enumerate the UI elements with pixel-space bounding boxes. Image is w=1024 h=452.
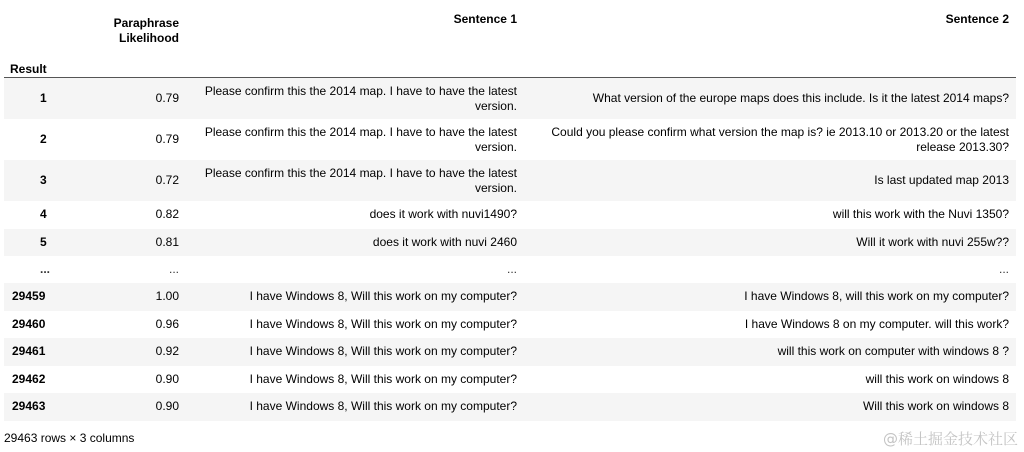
table-row xyxy=(4,229,1016,257)
table-row-ellipsis xyxy=(4,256,1016,283)
cell-likelihood: 0.90 xyxy=(155,399,179,414)
header-row-index-name xyxy=(4,62,1016,78)
table-body xyxy=(4,78,1016,421)
header-likelihood-line2: Likelihood xyxy=(119,31,179,45)
row-index: 29461 xyxy=(12,344,46,359)
row-index: 29462 xyxy=(12,371,46,386)
cell-sentence2: will this work on computer with windows 8 ? xyxy=(777,344,1009,359)
header-index-blank xyxy=(4,0,48,62)
index-name-label: Result xyxy=(10,62,47,76)
table-row xyxy=(4,283,1016,311)
cell-likelihood: 0.92 xyxy=(155,344,179,359)
cell-sentence2: ... xyxy=(998,262,1009,276)
table-row xyxy=(4,119,1016,160)
header-blank xyxy=(186,62,524,78)
dataframe-table xyxy=(4,0,1016,421)
cell-sentence2: Could you please confirm what version the map is? ie 2013.10 or 2013.20 or the latest release 2013.30? xyxy=(551,124,1009,154)
row-index: 29459 xyxy=(12,289,46,304)
table-row xyxy=(4,338,1016,366)
dataframe-output xyxy=(4,0,1016,421)
cell-likelihood: 1.00 xyxy=(155,289,179,304)
table-row xyxy=(4,160,1016,201)
cell-likelihood: 0.96 xyxy=(155,316,179,331)
cell-sentence1: Please confirm this the 2014 map. I have to have the latest version. xyxy=(204,124,517,154)
cell-sentence1: I have Windows 8, Will this work on my computer? xyxy=(249,371,517,386)
cell-likelihood: 0.82 xyxy=(155,207,179,222)
header-sentence1: Sentence 1 xyxy=(453,12,517,26)
cell-likelihood: 0.81 xyxy=(155,234,179,249)
cell-sentence1: does it work with nuvi 2460 xyxy=(372,234,517,249)
cell-sentence2: I have Windows 8 on my computer. will this work? xyxy=(744,316,1009,331)
cell-sentence2: I have Windows 8, will this work on my computer? xyxy=(744,289,1009,304)
row-index: 3 xyxy=(40,173,47,187)
row-index: 4 xyxy=(40,207,47,222)
header-likelihood xyxy=(48,0,186,62)
cell-sentence2: will this work with the Nuvi 1350? xyxy=(832,207,1009,222)
row-index: 1 xyxy=(40,91,47,105)
cell-sentence1: I have Windows 8, Will this work on my computer? xyxy=(249,289,517,304)
table-row xyxy=(4,201,1016,229)
table-row xyxy=(4,78,1016,120)
cell-sentence2: Will this work on windows 8 xyxy=(862,399,1009,414)
cell-sentence2: will this work on windows 8 xyxy=(865,371,1009,386)
cell-likelihood: 0.72 xyxy=(155,173,179,187)
cell-sentence1: I have Windows 8, Will this work on my computer? xyxy=(249,344,517,359)
cell-sentence1: ... xyxy=(506,262,517,276)
row-index: 2 xyxy=(40,132,47,146)
header-blank xyxy=(48,62,186,78)
cell-sentence1: does it work with nuvi1490? xyxy=(369,207,517,222)
watermark: @稀土掘金技术社区 xyxy=(882,430,1018,448)
cell-likelihood: 0.90 xyxy=(155,371,179,386)
row-index: ... xyxy=(40,262,51,276)
header-sentence2: Sentence 2 xyxy=(945,12,1009,26)
table-header xyxy=(4,0,1016,78)
cell-sentence2: Is last updated map 2013 xyxy=(874,173,1009,187)
cell-likelihood: ... xyxy=(168,262,179,276)
cell-sentence1: Please confirm this the 2014 map. I have to have the latest version. xyxy=(204,165,517,195)
cell-sentence1: I have Windows 8, Will this work on my computer? xyxy=(249,316,517,331)
header-row-columns xyxy=(4,0,1016,62)
header-blank xyxy=(524,62,1016,78)
row-index: 29463 xyxy=(12,399,46,414)
row-index: 29460 xyxy=(12,316,46,331)
cell-sentence1: Please confirm this the 2014 map. I have to have the latest version. xyxy=(204,83,517,113)
cell-likelihood: 0.79 xyxy=(155,91,179,105)
cell-likelihood: 0.79 xyxy=(155,132,179,146)
header-likelihood-line1: Paraphrase xyxy=(113,16,179,30)
cell-sentence2: Will it work with nuvi 255w?? xyxy=(856,234,1009,249)
table-row xyxy=(4,393,1016,421)
cell-sentence2: What version of the europe maps does this include. Is it the latest 2014 maps? xyxy=(592,91,1009,105)
row-index: 5 xyxy=(40,234,47,249)
dataframe-shape-summary: 29463 rows × 3 columns xyxy=(4,431,135,445)
cell-sentence1: I have Windows 8, Will this work on my computer? xyxy=(249,399,517,414)
table-row xyxy=(4,311,1016,339)
table-row xyxy=(4,366,1016,394)
